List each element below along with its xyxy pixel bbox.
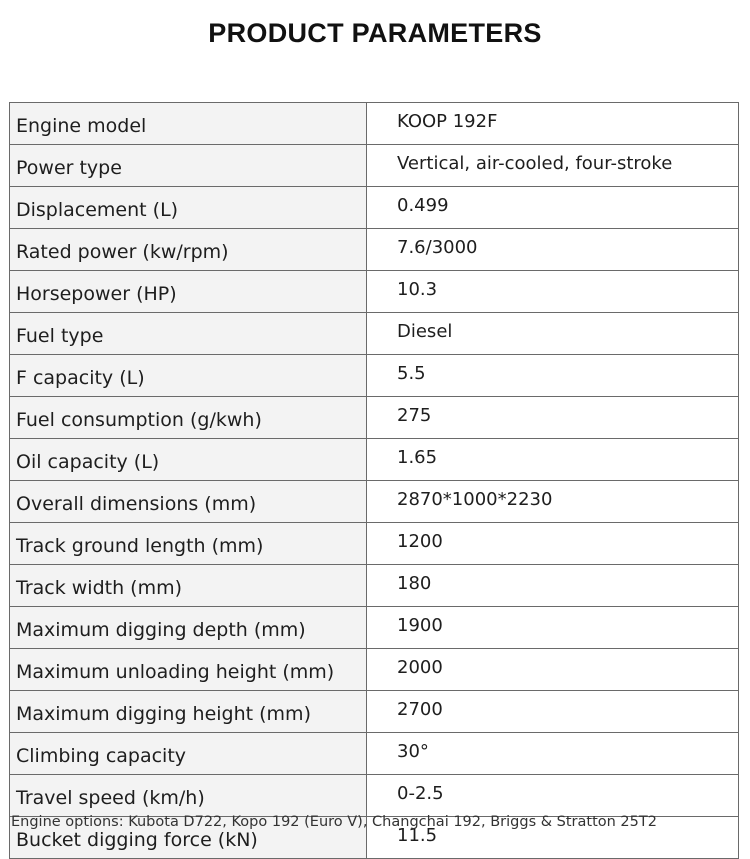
parameter-value: Vertical, air-cooled, four-stroke: [367, 145, 739, 187]
table-row: [10, 229, 739, 271]
table-row: [10, 649, 739, 691]
parameter-value: KOOP 192F: [367, 103, 739, 145]
table-row: [10, 271, 739, 313]
table-row: [10, 733, 739, 775]
table-row: [10, 355, 739, 397]
parameter-value: 7.6/3000: [367, 229, 739, 271]
table-row: [10, 565, 739, 607]
engine-options-note: Engine options: Kubota D722, Kopo 192 (Euro V), Changchai 192, Briggs & Stratton 25T2: [11, 814, 657, 830]
parameter-label: Horsepower (HP): [10, 271, 367, 313]
parameter-value: 2700: [367, 691, 739, 733]
parameter-label: Track width (mm): [10, 565, 367, 607]
parameter-value: 2870*1000*2230: [367, 481, 739, 523]
parameter-label: Maximum digging depth (mm): [10, 607, 367, 649]
parameter-value: 275: [367, 397, 739, 439]
table-row: [10, 775, 739, 817]
table-row: [10, 313, 739, 355]
parameter-label: Climbing capacity: [10, 733, 367, 775]
parameter-label: Displacement (L): [10, 187, 367, 229]
parameter-label: Fuel consumption (g/kwh): [10, 397, 367, 439]
parameter-value: 30°: [367, 733, 739, 775]
parameter-value: 1900: [367, 607, 739, 649]
parameter-value: 11.5: [367, 817, 739, 859]
parameter-value: 1.65: [367, 439, 739, 481]
parameter-value: Diesel: [367, 313, 739, 355]
parameter-value: 180: [367, 565, 739, 607]
parameter-value: 1200: [367, 523, 739, 565]
table-row: [10, 607, 739, 649]
table-row: [10, 439, 739, 481]
table-row: [10, 523, 739, 565]
parameter-value: 0-2.5: [367, 775, 739, 817]
parameter-label: Overall dimensions (mm): [10, 481, 367, 523]
parameter-label: Travel speed (km/h): [10, 775, 367, 817]
parameter-value: 10.3: [367, 271, 739, 313]
parameter-label: Rated power (kw/rpm): [10, 229, 367, 271]
table-row: [10, 397, 739, 439]
parameter-label: F capacity (L): [10, 355, 367, 397]
parameter-value: 0.499: [367, 187, 739, 229]
table-row: [10, 187, 739, 229]
parameter-label: Bucket digging force (kN): [10, 817, 367, 859]
table-row: [10, 103, 739, 145]
parameter-value: 2000: [367, 649, 739, 691]
parameter-label: Fuel type: [10, 313, 367, 355]
parameter-label: Maximum digging height (mm): [10, 691, 367, 733]
page-title: PRODUCT PARAMETERS: [208, 18, 542, 48]
table-row: [10, 145, 739, 187]
parameter-label: Maximum unloading height (mm): [10, 649, 367, 691]
table-row: [10, 481, 739, 523]
parameter-value: 5.5: [367, 355, 739, 397]
table-row: [10, 691, 739, 733]
parameter-label: Track ground length (mm): [10, 523, 367, 565]
parameter-label: Power type: [10, 145, 367, 187]
parameter-label: Oil capacity (L): [10, 439, 367, 481]
parameter-label: Engine model: [10, 103, 367, 145]
parameters-table: [9, 102, 739, 859]
